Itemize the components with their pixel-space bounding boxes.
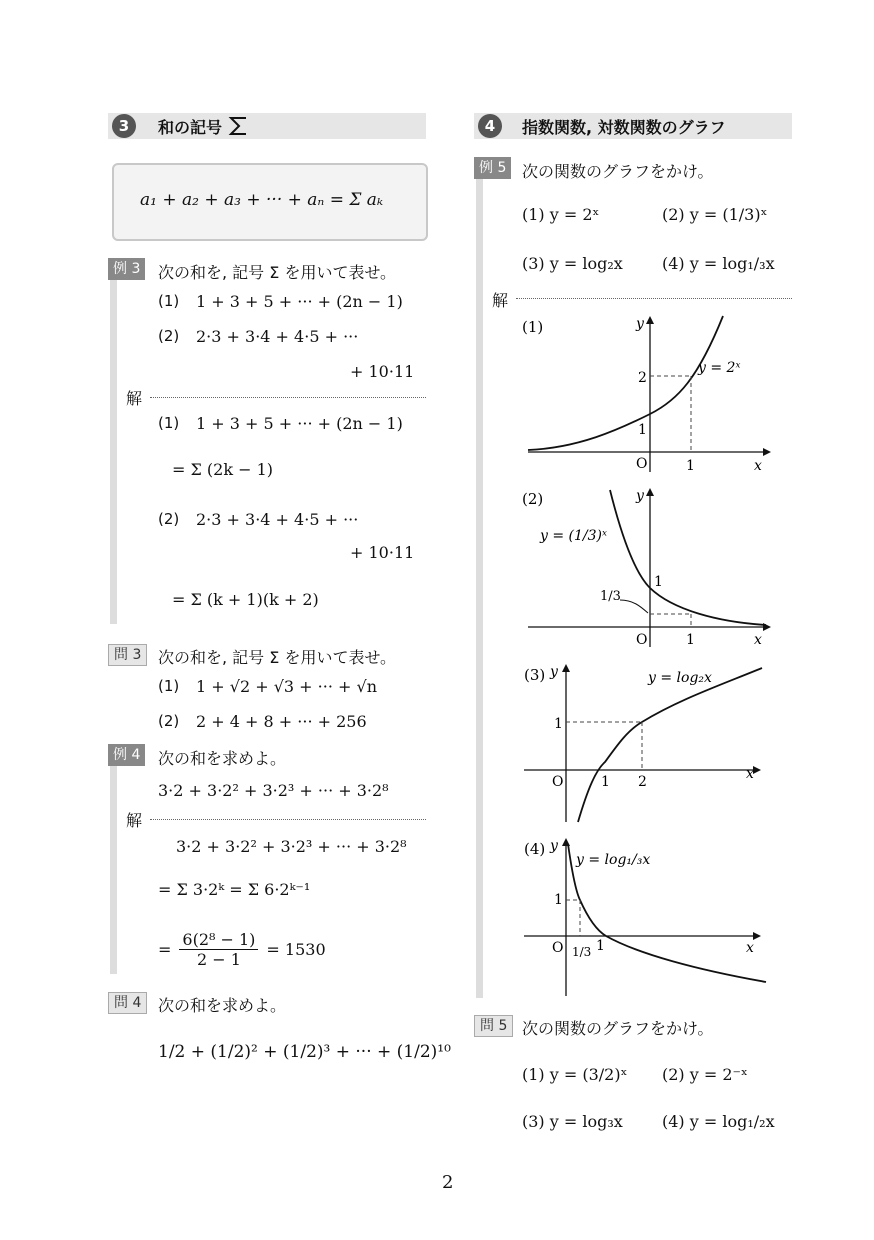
q3-p1-label: (1): [158, 677, 180, 695]
graph-3-tick-x1: 1: [601, 774, 610, 790]
graph-4-origin: O: [552, 940, 564, 956]
question-5-badge: 問 5: [474, 1015, 513, 1037]
question-4-badge: 問 4: [108, 992, 147, 1014]
ex3-q2-line2: + 10·11: [350, 362, 415, 381]
ex3-q1-label: (1): [158, 292, 180, 310]
ex3-s2-line2: + 10·11: [350, 543, 415, 562]
ex5-solution-label: 解: [492, 291, 509, 310]
section-title: 和の記号: [158, 117, 223, 137]
ex3-s1: 1 + 3 + 5 + ··· + (2n − 1): [196, 414, 403, 433]
ex5-item-3: (3) y = log₂x: [522, 254, 623, 273]
graph-4-x-label: x: [746, 940, 754, 956]
example-4-badge: 例 4: [108, 744, 145, 766]
graph-2-origin: O: [636, 632, 648, 648]
graph-3-curve-label: y = log₂x: [648, 670, 712, 686]
graph-1-y-label: y: [636, 316, 644, 332]
section-title: 指数関数, 対数関数のグラフ: [522, 117, 726, 137]
ex4-s3-denominator: 2 − 1: [196, 950, 241, 969]
graph-1-curve-label: y = 2ˣ: [698, 360, 741, 376]
ex4-solution-divider: [150, 819, 426, 820]
q3-p2-label: (2): [158, 712, 180, 730]
ex4-expression: 3·2 + 3·2² + 3·2³ + ··· + 3·2⁸: [158, 781, 389, 800]
question-3-prompt: 次の和を, 記号 Σ を用いて表せ。: [158, 648, 396, 667]
page-number: 2: [442, 1172, 454, 1193]
graph-4-curve-label: y = log₁/₃x: [576, 852, 651, 868]
example-4-bar: [110, 746, 117, 974]
graph-2-y-label: y: [636, 488, 644, 504]
ex3-s2-label: (2): [158, 510, 180, 528]
section-number: 4: [478, 114, 502, 138]
ex3-solution-label: 解: [126, 389, 143, 408]
graph-4: [518, 832, 788, 1002]
graph-2: [518, 482, 788, 652]
ex3-s2-line1: 2·3 + 3·4 + 4·5 + ···: [196, 510, 359, 529]
ex3-q2-line1: 2·3 + 3·4 + 4·5 + ···: [196, 327, 359, 346]
question-5-prompt: 次の関数のグラフをかけ。: [522, 1019, 714, 1038]
graph-3-label: (3): [524, 666, 546, 684]
example-5-bar: [476, 160, 483, 998]
q5-item-2: (2) y = 2⁻ˣ: [662, 1065, 748, 1084]
q5-item-1: (1) y = (3/2)ˣ: [522, 1065, 628, 1084]
graph-1-x-label: x: [754, 458, 762, 474]
graph-3-origin: O: [552, 774, 564, 790]
graph-1-origin: O: [636, 456, 648, 472]
graph-4-label: (4): [524, 840, 546, 858]
sum-formula-box: [112, 163, 428, 241]
section-3-header: [108, 113, 426, 139]
ex3-s2-result: = Σ (k + 1)(k + 2): [172, 590, 319, 609]
graph-1: [518, 310, 788, 480]
ex4-s3: = $\frac{\text{6(2⁸ − 1)}}{2 - 1}$ = 1530: [158, 930, 326, 969]
graph-2-curve-label: y = (1/3)ˣ: [540, 528, 607, 544]
section-4-header: [474, 113, 792, 139]
example-3-bar: [110, 260, 117, 624]
ex5-item-4: (4) y = log₁/₃x: [662, 254, 775, 273]
example-3-badge: 例 3: [108, 258, 145, 280]
graph-2-tick-x1: 1: [686, 632, 695, 648]
graph-3: [518, 658, 788, 828]
graph-2-x-label: x: [754, 632, 762, 648]
graph-4-tick-x1: 1: [596, 938, 605, 954]
q3-p1: 1 + √2 + √3 + ··· + √n: [196, 677, 377, 696]
ex5-solution-divider: [516, 298, 792, 299]
graph-2-tick-1: 1: [654, 574, 663, 590]
ex3-solution-divider: [150, 397, 426, 398]
graph-2-tick-third: 1/3: [600, 589, 621, 604]
ex4-solution-label: 解: [126, 811, 143, 830]
graph-3-y-label: y: [550, 664, 558, 680]
section-number: 3: [112, 114, 136, 138]
example-4-prompt: 次の和を求めよ。: [158, 749, 287, 768]
question-4-prompt: 次の和を求めよ。: [158, 996, 287, 1015]
ex4-s2: = Σ 3·2ᵏ = Σ 6·2ᵏ⁻¹: [158, 880, 311, 899]
ex4-s1: 3·2 + 3·2² + 3·2³ + ··· + 3·2⁸: [176, 837, 407, 856]
graph-2-label: (2): [522, 490, 544, 508]
ex5-item-2: (2) y = (1/3)ˣ: [662, 205, 768, 224]
graph-3-tick-1: 1: [554, 716, 563, 732]
example-3-prompt: 次の和を, 記号 Σ を用いて表せ。: [158, 263, 396, 282]
ex3-s1-result: = Σ (2k − 1): [172, 460, 274, 479]
sigma-icon: [228, 115, 250, 137]
graph-1-tick-2: 2: [638, 370, 647, 386]
ex5-item-1: (1) y = 2ˣ: [522, 205, 600, 224]
ex3-q2-label: (2): [158, 327, 180, 345]
q5-item-4: (4) y = log₁/₂x: [662, 1112, 775, 1131]
question-3-badge: 問 3: [108, 644, 147, 666]
ex3-q1: 1 + 3 + 5 + ··· + (2n − 1): [196, 292, 403, 311]
graph-1-tick-1: 1: [638, 422, 647, 438]
ex4-s3-result: = 1530: [266, 940, 326, 959]
graph-3-x-label: x: [746, 766, 754, 782]
graph-3-tick-x2: 2: [638, 774, 647, 790]
q3-p2: 2 + 4 + 8 + ··· + 256: [196, 712, 367, 731]
q5-item-3: (3) y = log₃x: [522, 1112, 623, 1131]
graph-4-tick-1: 1: [554, 892, 563, 908]
graph-4-y-label: y: [550, 838, 558, 854]
graph-4-tick-third: 1/3: [572, 945, 592, 959]
example-5-badge: 例 5: [474, 157, 511, 179]
sum-formula: a₁ + a₂ + a₃ + ··· + aₙ = Σ aₖ: [140, 190, 384, 210]
graph-1-label: (1): [522, 318, 544, 336]
q4-expression: 1/2 + (1/2)² + (1/2)³ + ··· + (1/2)¹⁰: [158, 1042, 451, 1062]
ex4-s3-numerator: 6(2⁸ − 1): [179, 930, 258, 950]
ex3-s1-label: (1): [158, 414, 180, 432]
example-5-prompt: 次の関数のグラフをかけ。: [522, 162, 714, 181]
graph-1-tick-x1: 1: [686, 458, 695, 474]
